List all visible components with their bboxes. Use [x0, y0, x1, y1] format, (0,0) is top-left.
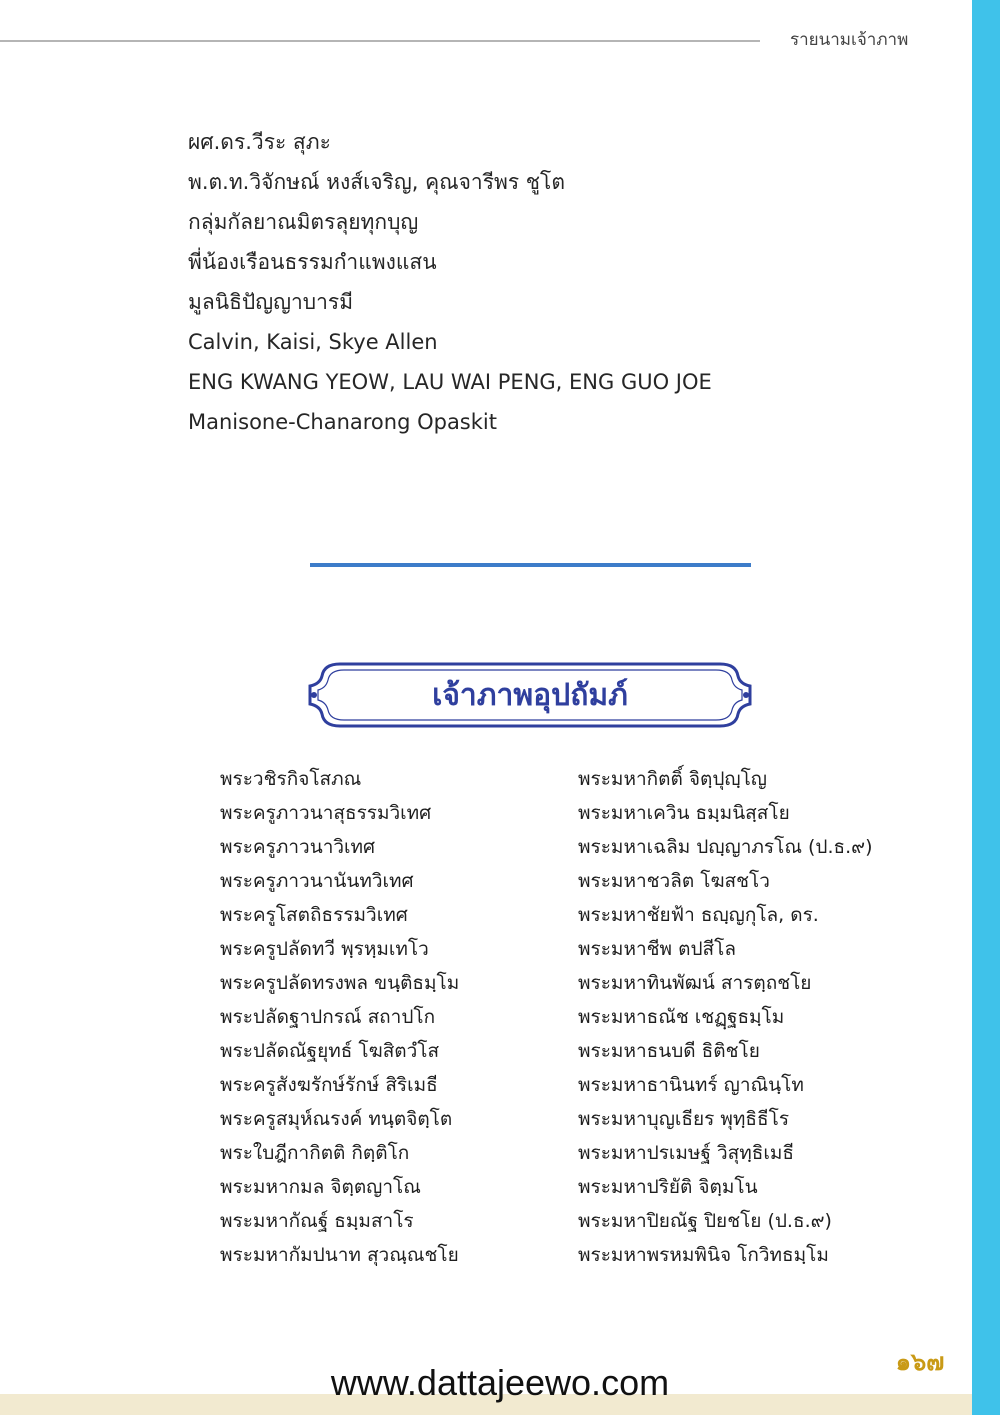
sponsor-name: พ.ต.ท.วิจักษณ์ หงส์เจริญ, คุณจารีพร ชูโต [188, 170, 565, 194]
patron-name: พระมหาปริยัติ จิตฺมโน [578, 1176, 758, 1198]
page-number: ๑๖๗ [895, 1348, 945, 1376]
patron-name: พระมหาเฉลิม ปญฺญาภรโณ (ป.ธ.๙) [578, 836, 873, 858]
patron-name: พระมหาปิยณัฐ ปิยชโย (ป.ธ.๙) [578, 1210, 832, 1232]
patron-name: พระมหาปรเมษฐ์ วิสุทฺธิเมธี [578, 1142, 794, 1164]
patron-name: พระครูภาวนาวิเทศ [220, 836, 376, 858]
patron-name: พระมหาเควิน ธมฺมนิสฺสโย [578, 802, 790, 824]
patron-name: พระปลัดณัฐยุทธ์ โฆสิตวํโส [220, 1040, 440, 1062]
section-divider [310, 563, 751, 567]
patron-name: พระมหาธณัช เชฏฺฐธมฺโม [578, 1006, 785, 1028]
sponsor-name: มูลนิธิปัญญาบารมี [188, 290, 354, 314]
patron-list-right [578, 762, 872, 1272]
footer-website-url: www.dattajeewo.com [330, 1362, 670, 1403]
sponsor-name: ENG KWANG YEOW, LAU WAI PENG, ENG GUO JOE [188, 370, 712, 394]
patron-name: พระมหากัณฐ์ ธมฺมสาโร [220, 1210, 414, 1232]
patron-name: พระมหาพรหมพินิจ โกวิทธมฺโม [578, 1244, 829, 1266]
sponsor-name: Manisone-Chanarong Opaskit [188, 410, 497, 434]
sponsor-name: ผศ.ดร.วีระ สุภะ [188, 130, 331, 154]
side-accent-stripe [972, 0, 1000, 1415]
patron-name: พระครูภาวนาสุธรรมวิเทศ [220, 802, 432, 824]
sponsor-name: พี่น้องเรือนธรรมกำแพงแสน [188, 250, 437, 274]
patron-name: พระครูปลัดทรงพล ขนฺติธมฺโม [220, 972, 460, 994]
patron-name: พระมหาทินพัฒน์ สารตฺถชโย [578, 972, 812, 994]
patron-name: พระมหากัมปนาท สุวณฺณชโย [220, 1244, 459, 1266]
patron-name: พระมหาชัยฟ้า ธญฺญกุโล, ดร. [578, 904, 819, 926]
sponsor-name: Calvin, Kaisi, Skye Allen [188, 330, 438, 354]
patron-name: พระครูโสตถิธรรมวิเทศ [220, 904, 408, 926]
patron-list-left [220, 762, 459, 1272]
patron-name: พระครูปลัดทวี พฺรหฺมเทโว [220, 938, 429, 960]
patron-name: พระวชิรกิจโสภณ [220, 768, 362, 790]
patron-name: พระมหาธนบดี ธิติชโย [578, 1040, 760, 1062]
patron-name: พระมหาบุญเธียร พุทฺธิธีโร [578, 1108, 790, 1130]
patron-name: พระมหาชวลิต โฆสชโว [578, 870, 770, 892]
patron-name: พระปลัดฐาปกรณ์ สถาปโก [220, 1006, 436, 1028]
page-section-title: รายนามเจ้าภาพ [790, 30, 909, 50]
patron-name: พระครูภาวนานันทวิเทศ [220, 870, 414, 892]
section-heading: เจ้าภาพอุปถัมภ์ [432, 678, 628, 713]
patron-name: พระครูสังฆรักษ์รักษ์ สิริเมธี [220, 1074, 438, 1096]
patron-name: พระมหากิตติ์ จิตฺปุญฺโญ [578, 768, 767, 790]
patron-name: พระครูสมุห์ณรงค์ ทนฺตจิตฺโต [220, 1108, 453, 1130]
sponsor-list [188, 122, 712, 442]
header-rule [0, 40, 760, 42]
sponsor-name: กลุ่มกัลยาณมิตรลุยทุกบุญ [188, 210, 419, 234]
patron-name: พระใบฎีกากิตติ กิตฺติโก [220, 1142, 410, 1164]
patron-name: พระมหาชีพ ตปสีโล [578, 938, 736, 960]
patron-name: พระมหาธานินทร์ ญาณินฺโท [578, 1074, 804, 1096]
patron-name: พระมหากมล จิตฺตญาโณ [220, 1176, 421, 1198]
